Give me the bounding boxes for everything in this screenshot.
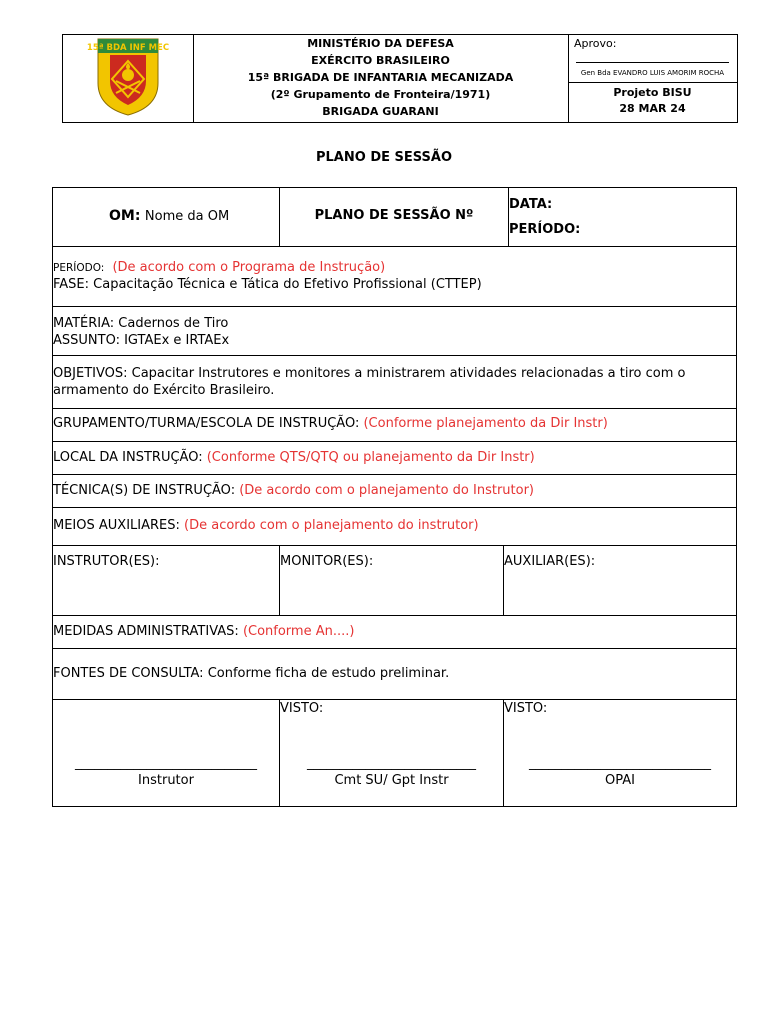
org-line: EXÉRCITO BRASILEIRO [311, 54, 450, 67]
signature-caption: Cmt SU/ Gpt Instr [334, 773, 449, 788]
visto-label: VISTO: [504, 701, 548, 716]
org-line: BRIGADA GUARANI [322, 105, 439, 118]
approval-box [568, 35, 737, 83]
visto-label: VISTO: [280, 701, 324, 716]
session-plan-table [52, 187, 737, 807]
table-row [53, 700, 736, 806]
technique-value: (De acordo com o planejamento do Instrutor) [239, 483, 534, 498]
table-row [53, 307, 736, 356]
date-cell [509, 188, 736, 246]
signature-opai-cell [504, 700, 736, 806]
assistants-label: AUXILIAR(ES): [504, 554, 596, 569]
objectives-line: OBJETIVOS: Capacitar Instrutores e monitores a ministrarem atividades relacionadas a tiro com o [53, 366, 686, 381]
period-value: (De acordo com o Programa de Instrução) [112, 260, 386, 275]
table-row [53, 546, 736, 616]
table-row [53, 409, 736, 442]
logo-cell [63, 35, 194, 122]
approval-label: Aprovo: [574, 37, 617, 50]
om-label: OM: [109, 208, 141, 224]
instructors-label: INSTRUTOR(ES): [53, 554, 160, 569]
document-header [62, 34, 738, 123]
table-row [53, 188, 736, 247]
org-line: 15ª BRIGADA DE INFANTARIA MECANIZADA [247, 71, 514, 84]
group-value: (Conforme planejamento da Dir Instr) [363, 416, 608, 431]
group-label: GRUPAMENTO/TURMA/ESCOLA DE INSTRUÇÃO: [53, 416, 360, 431]
aids-value: (De acordo com o planejamento do instrutor) [184, 518, 479, 533]
date-label: DATA: [509, 197, 553, 212]
signature-cmt-cell [280, 700, 504, 806]
project-name: Projeto BISU [613, 86, 692, 99]
period-label: PERÍODO: [509, 222, 581, 237]
page-title: PLANO DE SESSÃO [315, 150, 453, 165]
signature-instructor-cell [53, 700, 280, 806]
signature-line [576, 62, 729, 63]
project-date: 28 MAR 24 [619, 102, 686, 115]
monitors-label: MONITOR(ES): [280, 554, 374, 569]
assistants-cell [504, 546, 736, 615]
approval-block [568, 35, 737, 122]
signature-caption: OPAI [605, 773, 635, 788]
technique-label: TÉCNICA(S) DE INSTRUÇÃO: [53, 483, 236, 498]
admin-measures-label: MEDIDAS ADMINISTRATIVAS: [53, 624, 239, 639]
signature-line: __________________________ [307, 756, 476, 771]
table-row [53, 649, 736, 700]
table-row [53, 616, 736, 649]
admin-measures-value: (Conforme An....) [242, 624, 355, 639]
aids-label: MEIOS AUXILIARES: [53, 518, 180, 533]
objectives-line: armamento do Exército Brasileiro. [53, 383, 275, 398]
subject-matter: MATÉRIA: Cadernos de Tiro [53, 316, 229, 331]
svg-text:15ª BDA INF MEC: 15ª BDA INF MEC [86, 43, 170, 53]
brigade-emblem-icon [86, 37, 170, 117]
signature-caption: Instrutor [138, 773, 194, 788]
location-value: (Conforme QTS/QTQ ou planejamento da Dir Instr) [206, 450, 535, 465]
plano-number-label: PLANO DE SESSÃO Nº [314, 208, 474, 223]
plano-cell [280, 188, 509, 246]
organization-block [193, 35, 569, 122]
signature-line: ____________________________ [75, 756, 257, 771]
instructors-cell [53, 546, 280, 615]
project-info [568, 85, 737, 117]
sources-text: FONTES DE CONSULTA: Conforme ficha de estudo preliminar. [53, 666, 450, 681]
table-row [53, 475, 736, 508]
table-row [53, 356, 736, 409]
om-cell [53, 188, 280, 246]
period-label: PERÍODO: [53, 262, 105, 274]
signature-line: ____________________________ [529, 756, 711, 771]
phase-text: FASE: Capacitação Técnica e Tática do Efetivo Profissional (CTTEP) [53, 277, 482, 292]
table-row [53, 442, 736, 475]
subject-topic: ASSUNTO: IGTAEx e IRTAEx [53, 333, 230, 348]
monitors-cell [280, 546, 504, 615]
approver-name: Gen Bda EVANDRO LUIS AMORIM ROCHA [580, 69, 725, 77]
table-row [53, 247, 736, 307]
org-line: MINISTÉRIO DA DEFESA [307, 37, 454, 50]
org-line: (2º Grupamento de Fronteira/1971) [270, 88, 491, 101]
om-value: Nome da OM [144, 209, 230, 224]
location-label: LOCAL DA INSTRUÇÃO: [53, 450, 203, 465]
table-row [53, 508, 736, 546]
